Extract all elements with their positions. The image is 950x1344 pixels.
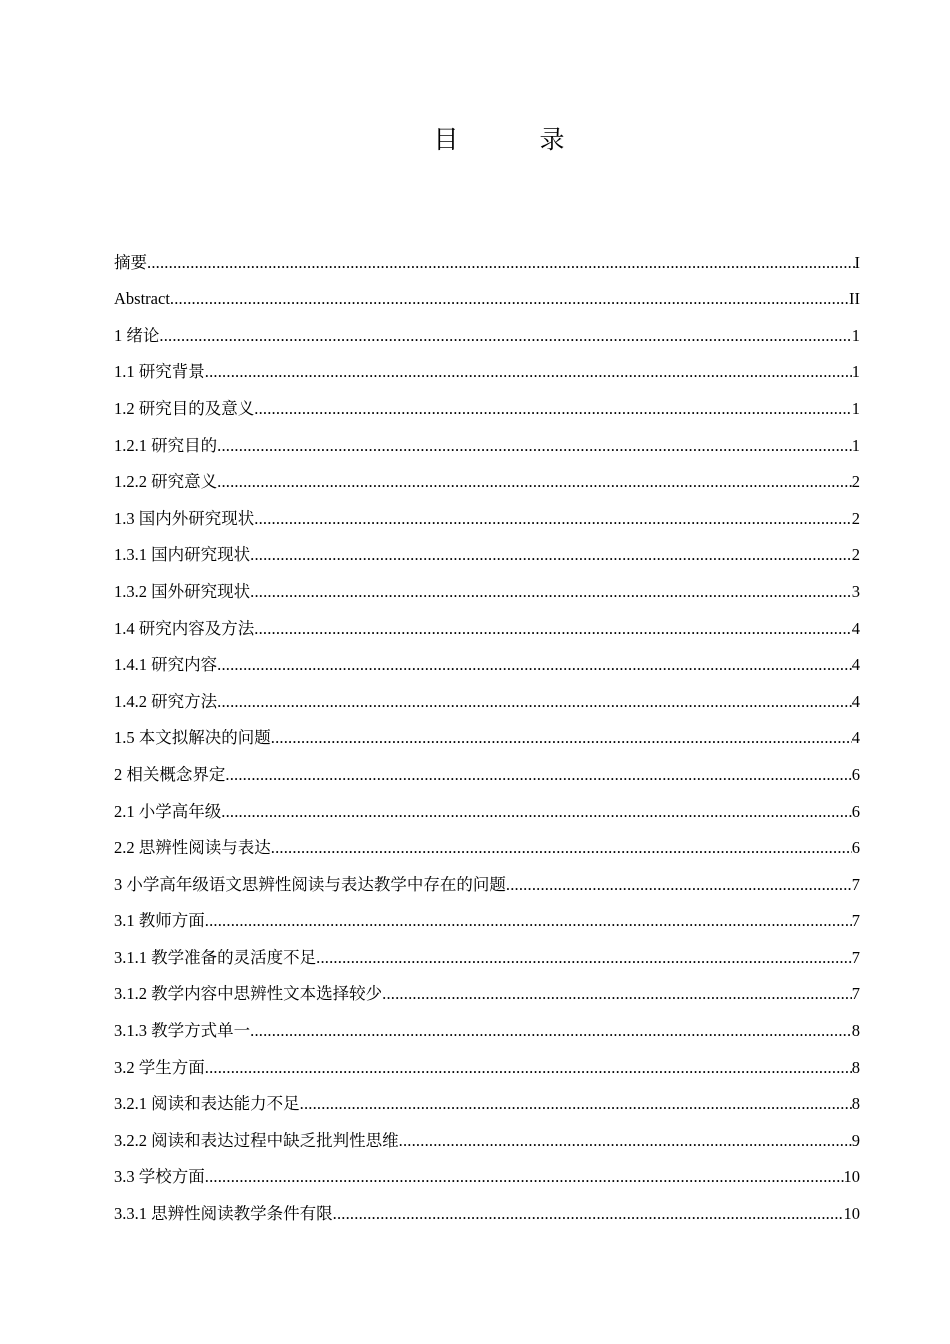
toc-entry[interactable] [114,493,860,530]
toc-dot-leader [205,361,852,383]
toc-entry-label: 2.1 小学高年级 [114,801,222,821]
toc-entry[interactable] [114,932,860,969]
toc-entry-page-number: 4 [851,618,860,638]
toc-dot-leader [217,691,852,713]
toc-entry[interactable] [114,603,860,640]
toc-dot-leader [217,471,852,493]
toc-entry-page-number: 6 [851,764,860,784]
toc-entry-page-number: 7 [851,911,860,931]
toc-entry-page-number: 1 [851,325,860,345]
toc-dot-leader [250,581,852,603]
toc-dot-leader [147,252,855,274]
toc-entry[interactable] [114,566,860,603]
toc-entry[interactable] [114,347,860,384]
toc-entry[interactable] [114,823,860,860]
table-of-contents [114,237,860,1225]
toc-entry[interactable] [114,676,860,713]
toc-entry-label: 1.2.1 研究目的 [114,435,218,455]
toc-entry[interactable] [114,786,860,823]
toc-entry-label: 3.3 学校方面 [114,1167,205,1187]
toc-entry-page-number: 4 [851,655,860,675]
toc-entry-label: 1.4.2 研究方法 [114,691,218,711]
toc-dot-leader [271,837,852,859]
toc-entry-label: 1.2 研究目的及意义 [114,398,255,418]
toc-entry[interactable] [114,749,860,786]
toc-entry-page-number: 1 [851,362,860,382]
toc-entry-page-number: 7 [851,874,860,894]
toc-entry-label: 1.5 本文拟解决的问题 [114,728,271,748]
toc-entry-page-number: 1 [851,435,860,455]
toc-dot-leader [333,1203,844,1225]
toc-dot-leader [382,983,852,1005]
toc-entry-label: 3.1 教师方面 [114,911,205,931]
toc-entry[interactable] [114,859,860,896]
toc-dot-leader [254,398,852,420]
toc-entry-label: 2 相关概念界定 [114,764,226,784]
toc-dot-leader [170,288,849,310]
toc-entry[interactable] [114,1005,860,1042]
toc-entry[interactable] [114,1042,860,1079]
toc-entry-label: 1.2.2 研究意义 [114,472,218,492]
toc-title: 目 录 [433,125,593,154]
toc-dot-leader [205,1057,852,1079]
toc-entry[interactable] [114,237,860,274]
toc-entry-label: 1.4.1 研究内容 [114,655,218,675]
toc-entry[interactable] [114,1152,860,1189]
toc-entry[interactable] [114,969,860,1006]
toc-entry[interactable] [114,1115,860,1152]
toc-entry-page-number: 10 [843,1204,860,1224]
toc-entry-label: 3 小学高年级语文思辨性阅读与表达教学中存在的问题 [114,874,506,894]
toc-entry-page-number: 10 [843,1167,860,1187]
toc-entry-page-number: 1 [851,398,860,418]
toc-dot-leader [217,435,852,457]
toc-entry-page-number: 6 [851,801,860,821]
toc-entry[interactable] [114,530,860,567]
toc-entry-label: 1.1 研究背景 [114,362,205,382]
toc-entry-page-number: 8 [851,1021,860,1041]
toc-entry-page-number: 8 [851,1057,860,1077]
toc-dot-leader [205,1166,844,1188]
toc-entry-page-number: 9 [851,1130,860,1150]
toc-entry-page-number: 4 [851,691,860,711]
toc-entry[interactable] [114,274,860,311]
toc-entry[interactable] [114,310,860,347]
toc-dot-leader [271,727,852,749]
toc-dot-leader [254,508,852,530]
toc-entry-label: 3.2.2 阅读和表达过程中缺乏批判性思维 [114,1130,399,1150]
toc-dot-leader [159,325,851,347]
toc-dot-leader [506,874,852,896]
toc-entry[interactable] [114,420,860,457]
toc-entry-label: 1.4 研究内容及方法 [114,618,255,638]
toc-entry[interactable] [114,457,860,494]
toc-entry-page-number: 2 [851,472,860,492]
toc-entry-page-number: 6 [851,838,860,858]
toc-entry-label: 3.2.1 阅读和表达能力不足 [114,1094,300,1114]
toc-entry-page-number: 3 [851,581,860,601]
toc-dot-leader [254,618,852,640]
toc-entry-page-number: 2 [851,508,860,528]
toc-entry[interactable] [114,640,860,677]
toc-dot-leader [399,1130,852,1152]
toc-entry-label: 3.1.3 教学方式单一 [114,1021,251,1041]
toc-entry-label: 3.1.2 教学内容中思辨性文本选择较少 [114,984,383,1004]
toc-entry[interactable] [114,896,860,933]
toc-entry-page-number: II [849,289,860,309]
toc-dot-leader [316,947,852,969]
toc-entry-label: 3.2 学生方面 [114,1057,205,1077]
toc-entry-page-number: 4 [851,728,860,748]
toc-dot-leader [205,910,852,932]
toc-entry-page-number: 7 [851,947,860,967]
toc-entry-label: 摘要 [114,252,147,272]
toc-dot-leader [221,801,852,823]
toc-entry-label: 3.1.1 教学准备的灵活度不足 [114,947,317,967]
toc-entry[interactable] [114,713,860,750]
toc-entry-label: 2.2 思辨性阅读与表达 [114,838,271,858]
toc-entry-page-number: 8 [851,1094,860,1114]
toc-entry-label: 1.3.1 国内研究现状 [114,545,251,565]
toc-entry-page-number: 2 [851,545,860,565]
toc-dot-leader [250,544,852,566]
toc-entry-label: 1 绪论 [114,325,160,345]
toc-dot-leader [300,1093,852,1115]
toc-entry-page-number: 7 [851,984,860,1004]
toc-dot-leader [225,764,851,786]
toc-entry[interactable] [114,1188,860,1225]
toc-entry[interactable] [114,383,860,420]
toc-dot-leader [250,1020,852,1042]
toc-entry-page-number: I [854,252,860,272]
toc-entry-label: 3.3.1 思辨性阅读教学条件有限 [114,1204,333,1224]
toc-entry-label: 1.3.2 国外研究现状 [114,581,251,601]
toc-dot-leader [217,654,852,676]
toc-entry-label: Abstract [114,289,170,309]
toc-entry[interactable] [114,1079,860,1116]
toc-entry-label: 1.3 国内外研究现状 [114,508,255,528]
